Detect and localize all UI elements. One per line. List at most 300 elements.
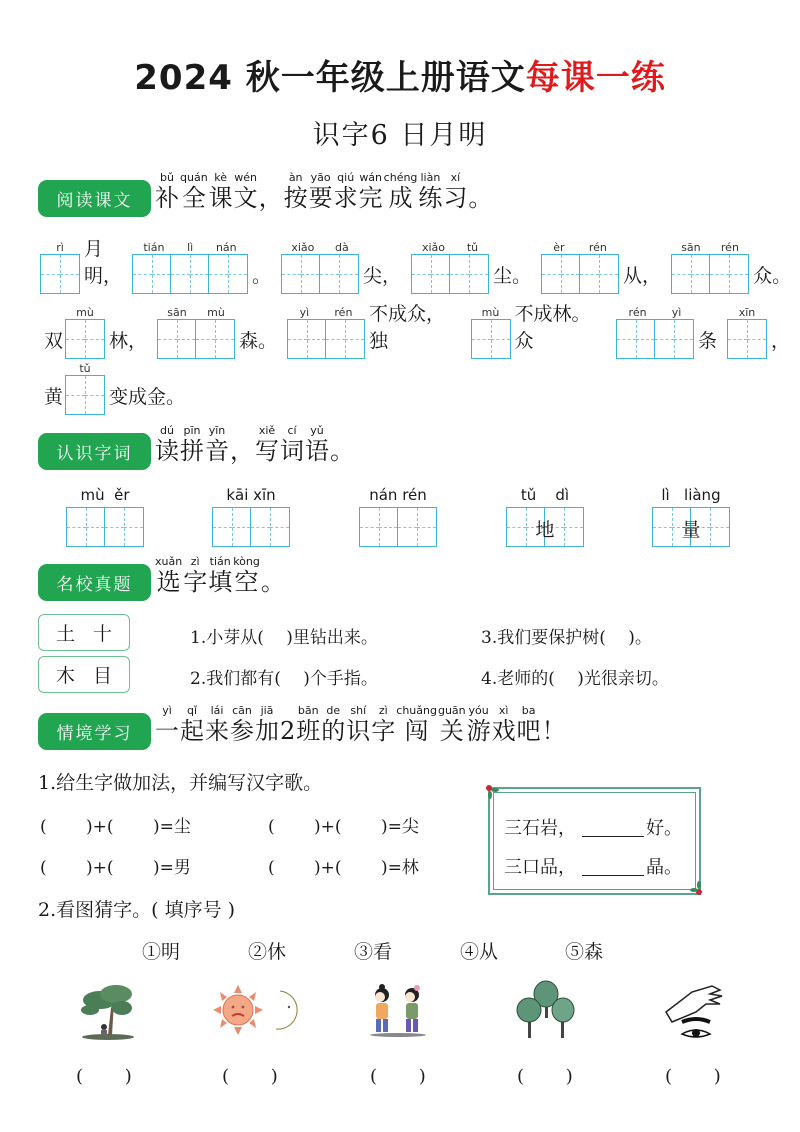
hanzi: 完: [358, 184, 383, 212]
grid-cell[interactable]: [728, 320, 747, 358]
sum-expression-2[interactable]: ( )+( )=尖: [268, 817, 419, 837]
given-char: 地: [535, 519, 555, 541]
pinyin: yì: [671, 306, 682, 319]
sum-expression-4[interactable]: ( )+( )=林: [268, 858, 419, 878]
heading-char: [280, 705, 295, 745]
pinyin-row: [616, 306, 694, 319]
pinyin: bān: [297, 704, 319, 717]
pinyin: yì: [162, 704, 172, 717]
word-pinyin: tǔ dì: [520, 486, 570, 504]
grid-cell[interactable]: [535, 508, 583, 546]
grid-cell[interactable]: [251, 508, 270, 546]
pinyin: xuǎn: [155, 555, 183, 568]
word-grid[interactable]: [506, 507, 584, 547]
pinyin-row: [65, 306, 105, 319]
pinyin-row: [727, 306, 767, 319]
pinyin: cān: [232, 704, 252, 717]
pinyin-row: [471, 306, 511, 319]
pinyin: yì: [299, 306, 310, 319]
heading-char: [155, 425, 179, 465]
grid-cell[interactable]: [86, 508, 105, 546]
answer-blank-3[interactable]: ( ): [370, 1066, 426, 1087]
tian-grid[interactable]: [671, 254, 749, 294]
heading-char: [233, 556, 260, 596]
tian-grid-blank[interactable]: [471, 306, 511, 359]
pinyin: liàn: [420, 171, 441, 184]
pinyin: xí: [450, 171, 461, 184]
hanzi: 字: [371, 717, 396, 745]
tian-grid[interactable]: [132, 254, 248, 294]
section-heading-reading: [155, 172, 493, 212]
hanzi: 语: [305, 437, 329, 465]
heading-char: [542, 705, 566, 745]
tian-grid-blank[interactable]: [727, 306, 767, 359]
hanzi: 练: [418, 184, 443, 212]
grid-cell[interactable]: [326, 320, 345, 358]
section-heading-exam: [155, 556, 286, 596]
pinyin: cí: [287, 424, 297, 437]
heading-char: [467, 705, 491, 745]
fill-line-2: [40, 299, 800, 359]
pinyin: quán: [180, 171, 208, 184]
hanzi: 拼: [180, 437, 204, 465]
hanzi: 吧: [516, 717, 541, 745]
heading-char: [296, 705, 320, 745]
tian-grid[interactable]: [471, 319, 511, 359]
person-resting-under-tree-picture: [78, 980, 138, 1046]
heading-char: [418, 172, 442, 212]
pinyin: qǐ: [186, 704, 198, 717]
grid-cell[interactable]: [681, 508, 729, 546]
pinyin: wén: [234, 171, 258, 184]
grid-cell[interactable]: [66, 320, 85, 358]
grid-cell[interactable]: [282, 255, 301, 293]
hanzi: 要: [308, 184, 333, 212]
section-badge-context: 情境学习: [38, 713, 151, 750]
word-pinyin: kāi xīn: [226, 486, 276, 504]
grid-cell[interactable]: [177, 320, 196, 358]
passage-text: 月明，: [84, 238, 123, 287]
passage-text: 尘。: [493, 265, 532, 287]
tian-grid[interactable]: [287, 319, 365, 359]
heading-char: [334, 172, 358, 212]
section-badge-exam: 名校真题: [38, 564, 151, 601]
pinyin-row: [157, 306, 235, 319]
heading-char: [492, 705, 516, 745]
pinyin: guān: [437, 704, 466, 717]
heading-char: [384, 172, 418, 212]
hanzi: 选: [156, 568, 181, 596]
word-pinyin: lì liàng: [661, 486, 721, 504]
grid-cell[interactable]: [636, 320, 655, 358]
question-1-title: 1.给生字做加法，并编写汉字歌。: [38, 772, 323, 794]
grid-cell[interactable]: [307, 320, 326, 358]
grid-cell[interactable]: [339, 255, 358, 293]
tian-grid-blank[interactable]: [65, 306, 105, 359]
grid-cell[interactable]: [653, 508, 672, 546]
passage-text: 不成众，独: [369, 303, 446, 352]
answer-blank-5[interactable]: ( ): [665, 1066, 721, 1087]
heading-char: [155, 556, 182, 596]
option-4: ④从: [460, 941, 499, 963]
grid-cell[interactable]: [674, 320, 693, 358]
passage-text: 林，: [109, 330, 148, 352]
pinyin: pīn: [183, 424, 201, 437]
heading-char: [284, 172, 308, 212]
hanzi: 。: [330, 437, 354, 465]
question-3[interactable]: 3.我们要保护树( )。: [481, 628, 652, 648]
heading-char: [371, 705, 395, 745]
hanzi: 音: [205, 437, 229, 465]
heading-char: [468, 172, 492, 212]
heading-char: [230, 425, 254, 465]
option-3: ③看: [354, 941, 393, 963]
grid-cell[interactable]: [617, 320, 636, 358]
song-blank-1[interactable]: [582, 836, 644, 837]
grid-cell[interactable]: [672, 255, 691, 293]
pinyin: rén: [628, 306, 647, 319]
pinyin: yǔ: [310, 424, 324, 437]
heading-char: [183, 556, 207, 596]
pinyin-row: [281, 241, 359, 254]
grid-cell[interactable]: [379, 508, 398, 546]
character-song-frame: [488, 787, 701, 895]
tian-grid-blank[interactable]: [132, 241, 248, 294]
passage-text: 。: [252, 265, 272, 287]
question-2[interactable]: 2.我们都有( )个手指。: [190, 669, 378, 689]
grid-cell[interactable]: [213, 508, 232, 546]
pinyin: zì: [190, 555, 200, 568]
title-highlight: 每课一练: [525, 58, 666, 98]
grid-cell[interactable]: [41, 255, 60, 293]
pinyin: mù: [207, 306, 225, 319]
grid-cell[interactable]: [85, 376, 104, 414]
heading-char: [443, 172, 467, 212]
answer-blank-1[interactable]: ( ): [76, 1066, 132, 1087]
tian-grid-blank[interactable]: [287, 306, 365, 359]
pinyin-row: [65, 362, 105, 375]
title-main: 2024 秋一年级上册语文: [134, 58, 526, 98]
grid-cell[interactable]: [542, 255, 561, 293]
grid-cell[interactable]: [580, 255, 599, 293]
grid-cell[interactable]: [190, 255, 209, 293]
grid-cell[interactable]: [124, 508, 143, 546]
hanzi: 关: [439, 717, 464, 745]
pinyin: xiǎo: [291, 241, 315, 254]
grid-cell[interactable]: [171, 255, 190, 293]
sum-expression-1[interactable]: ( )+( )=尘: [40, 817, 191, 837]
choice-char: 目: [92, 665, 112, 687]
heading-char: [396, 705, 437, 745]
passage-text: 尖，: [363, 265, 402, 287]
grid-cell[interactable]: [417, 508, 436, 546]
hanzi: 闯: [404, 717, 429, 745]
hanzi: 起: [180, 717, 204, 745]
tian-grid[interactable]: [65, 319, 105, 359]
hanzi: 的: [321, 717, 346, 745]
heading-char: [330, 425, 354, 465]
pinyin: yāo: [310, 171, 331, 184]
pinyin: yóu: [468, 704, 489, 717]
grid-cell[interactable]: [450, 255, 469, 293]
pinyin-row: [411, 241, 489, 254]
question-4[interactable]: 4.老师的( )光很亲切。: [481, 669, 669, 689]
heading-char: [209, 172, 233, 212]
pinyin: dú: [160, 424, 174, 437]
hanzi: 字: [183, 568, 208, 596]
lesson-subtitle: 识字6 日月明: [312, 120, 488, 151]
pinyin: rén: [588, 241, 607, 254]
pinyin: mù: [481, 306, 500, 319]
pinyin-row: [541, 241, 619, 254]
option-2: ②休: [248, 941, 287, 963]
grid-cell[interactable]: [729, 255, 748, 293]
pinyin: zì: [378, 704, 388, 717]
song-suffix: 晶。: [646, 857, 682, 878]
grid-cell[interactable]: [360, 508, 379, 546]
hanzi: 戏: [491, 717, 516, 745]
grid-cell[interactable]: [599, 255, 618, 293]
heading-char: [230, 705, 254, 745]
pinyin: rén: [334, 306, 353, 319]
grid-cell[interactable]: [469, 255, 488, 293]
pinyin: wán: [359, 171, 383, 184]
passage-text: 双: [44, 330, 64, 352]
tian-grid-blank[interactable]: [157, 306, 235, 359]
tian-grid[interactable]: [65, 375, 105, 415]
grid-cell[interactable]: [301, 255, 320, 293]
hanzi: 来: [205, 717, 229, 745]
heading-char: [205, 425, 229, 465]
passage-text: ，: [770, 330, 790, 352]
grid-cell[interactable]: [133, 255, 152, 293]
passage-text: 森。: [239, 330, 278, 352]
pinyin: èr: [553, 241, 565, 254]
heading-char: [208, 556, 232, 596]
grid-cell[interactable]: [691, 255, 710, 293]
tian-grid-blank[interactable]: [616, 306, 694, 359]
pinyin: xiǎo: [421, 241, 445, 254]
hanzi: 文: [233, 184, 258, 212]
pinyin: dà: [334, 241, 349, 254]
tian-grid[interactable]: [40, 254, 80, 294]
hanzi: 词: [280, 437, 304, 465]
pinyin: nán: [215, 241, 237, 254]
grid-cell[interactable]: [747, 320, 766, 358]
hanzi: 求: [333, 184, 358, 212]
grid-cell[interactable]: [215, 320, 234, 358]
hanzi: ，: [230, 437, 254, 465]
song-prefix: 三口品，: [504, 857, 576, 878]
pinyin: jiā: [260, 704, 274, 717]
grid-cell[interactable]: [228, 255, 247, 293]
pinyin: ba: [521, 704, 536, 717]
heading-char: [255, 425, 279, 465]
grid-cell[interactable]: [398, 508, 417, 546]
pinyin: tǔ: [466, 241, 479, 254]
tian-grid[interactable]: [616, 319, 694, 359]
pinyin: rén: [720, 241, 739, 254]
word-item: [652, 486, 730, 547]
grid-cell[interactable]: [196, 320, 215, 358]
two-people-walking-picture: [368, 983, 428, 1042]
grid-cell[interactable]: [270, 508, 289, 546]
grid-cell[interactable]: [491, 320, 510, 358]
grid-cell[interactable]: [431, 255, 450, 293]
hanzi: ，: [258, 184, 283, 212]
hanzi: 填: [208, 568, 233, 596]
pinyin-row: [671, 241, 749, 254]
grid-cell[interactable]: [320, 255, 339, 293]
heading-char: [255, 705, 279, 745]
question-2-title: 2.看图猜字。( 填序号 ): [38, 899, 236, 921]
pinyin: lì: [187, 241, 194, 254]
hanzi: 全: [181, 184, 206, 212]
grid-cell[interactable]: [60, 255, 79, 293]
tian-grid[interactable]: [541, 254, 619, 294]
pinyin-row: [287, 306, 365, 319]
pinyin: xiě: [258, 424, 276, 437]
passage-text: 黄: [44, 386, 64, 408]
heading-char: [305, 425, 329, 465]
hanzi: 成: [388, 184, 413, 212]
heading-char: [346, 705, 370, 745]
heading-char: [205, 705, 229, 745]
word-grid[interactable]: [212, 507, 290, 547]
hanzi: 空: [234, 568, 259, 596]
choice-char: 土: [55, 623, 75, 645]
choice-box-1: [38, 614, 130, 651]
grid-cell[interactable]: [655, 320, 674, 358]
tian-grid-blank[interactable]: [65, 362, 105, 415]
word-grid[interactable]: [652, 507, 730, 547]
tian-grid[interactable]: [281, 254, 359, 294]
heading-char: [438, 705, 466, 745]
song-blank-2[interactable]: [582, 875, 644, 876]
hanzi: 。: [468, 184, 493, 212]
hanzi: 班: [296, 717, 321, 745]
pinyin: tián: [209, 555, 231, 568]
heading-char: [180, 172, 208, 212]
pinyin-row: [132, 241, 248, 254]
hanzi: 游: [466, 717, 491, 745]
hanzi: 一: [155, 717, 179, 745]
choice-box-2: [38, 656, 130, 693]
sun-and-moon-picture: [210, 985, 300, 1039]
option-1: ①明: [142, 941, 181, 963]
heading-char: [261, 556, 285, 596]
answer-blank-2[interactable]: ( ): [222, 1066, 278, 1087]
passage-text: 众。: [753, 265, 792, 287]
tian-grid-blank[interactable]: [281, 241, 359, 294]
hand-over-eye-picture: [662, 982, 727, 1046]
grid-cell[interactable]: [152, 255, 171, 293]
song-suffix: 好。: [646, 818, 682, 839]
hanzi: 习: [443, 184, 468, 212]
grid-cell[interactable]: [66, 376, 85, 414]
pinyin: chuǎng: [396, 704, 437, 717]
hanzi: 参: [230, 717, 254, 745]
tian-grid-blank[interactable]: [671, 241, 749, 294]
word-grid[interactable]: [359, 507, 437, 547]
tian-grid-blank[interactable]: [411, 241, 489, 294]
grid-cell[interactable]: [105, 508, 124, 546]
word-item: [66, 486, 144, 547]
section-badge-words: 认识字词: [38, 433, 151, 470]
grid-cell[interactable]: [158, 320, 177, 358]
heading-char: [155, 172, 179, 212]
pinyin: chéng: [383, 171, 418, 184]
holly-decoration-icon: [484, 783, 494, 793]
hanzi: 加: [255, 717, 279, 745]
heading-char: [180, 705, 204, 745]
pinyin: xīn: [738, 306, 756, 319]
word-grid[interactable]: [66, 507, 144, 547]
song-line-2: [504, 853, 682, 879]
pinyin: de: [326, 704, 341, 717]
pinyin: kòng: [233, 555, 260, 568]
section-heading-words: [155, 425, 355, 465]
word-item: [506, 486, 584, 547]
pinyin: sān: [681, 241, 701, 254]
heading-char: [359, 172, 383, 212]
grid-cell[interactable]: [412, 255, 431, 293]
grid-cell[interactable]: [209, 255, 228, 293]
tian-grid[interactable]: [157, 319, 235, 359]
question-1[interactable]: 1.小芽从( )里钻出来。: [190, 628, 378, 648]
passage-text: 条: [697, 330, 717, 352]
fill-line-1: [40, 234, 800, 294]
hanzi: 写: [255, 437, 279, 465]
pinyin: mù: [76, 306, 94, 319]
hanzi: 课: [208, 184, 233, 212]
grid-cell[interactable]: [345, 320, 364, 358]
grid-cell[interactable]: [472, 320, 491, 358]
pinyin: yīn: [208, 424, 226, 437]
hanzi: 。: [260, 568, 285, 596]
pinyin: àn: [288, 171, 303, 184]
hanzi: 按: [283, 184, 308, 212]
tian-grid-blank[interactable]: [40, 241, 80, 294]
tian-grid-blank[interactable]: [541, 241, 619, 294]
word-item: [359, 486, 437, 547]
pinyin: kè: [214, 171, 228, 184]
word-pinyin: mù ěr: [80, 486, 130, 504]
tian-grid[interactable]: [411, 254, 489, 294]
answer-blank-4[interactable]: ( ): [517, 1066, 573, 1087]
grid-cell[interactable]: [710, 255, 729, 293]
heading-char: [259, 172, 283, 212]
heading-char: [180, 425, 204, 465]
grid-cell[interactable]: [561, 255, 580, 293]
tian-grid[interactable]: [727, 319, 767, 359]
pinyin: sān: [167, 306, 187, 319]
grid-cell[interactable]: [288, 320, 307, 358]
option-5: ⑤森: [565, 941, 604, 963]
hanzi: 识: [346, 717, 371, 745]
section-heading-context: [155, 705, 567, 745]
grid-cell[interactable]: [507, 508, 526, 546]
passage-text: 不成林。众: [514, 303, 591, 352]
pinyin-row: [40, 241, 80, 254]
grid-cell[interactable]: [85, 320, 104, 358]
sum-expression-3[interactable]: ( )+( )=男: [40, 858, 191, 878]
grid-cell[interactable]: [232, 508, 251, 546]
pinyin: tián: [143, 241, 165, 254]
pinyin: lái: [210, 704, 224, 717]
grid-cell[interactable]: [67, 508, 86, 546]
pinyin: shí: [350, 704, 367, 717]
